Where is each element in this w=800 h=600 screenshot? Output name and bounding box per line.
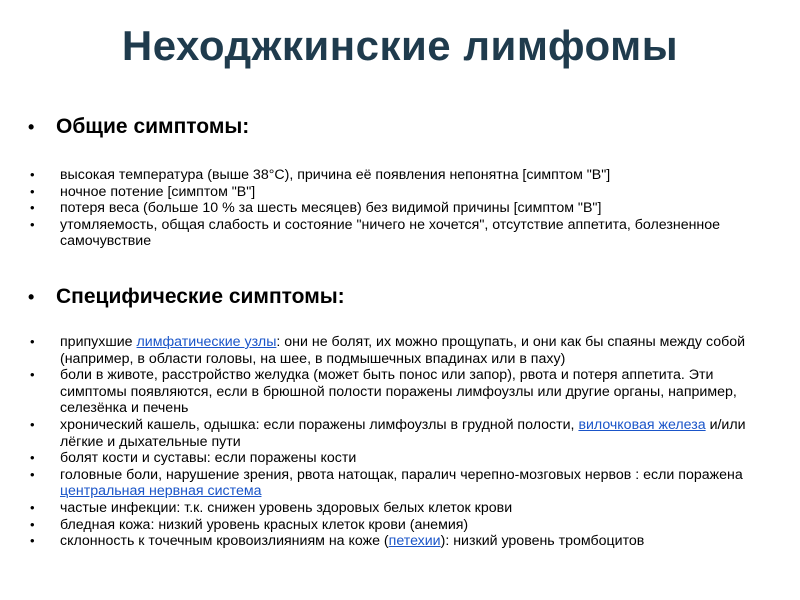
item-text: хронический кашель, одышка: если поражены лимфоузлы в грудной полости, xyxy=(60,416,579,433)
slide-title: Неходжкинские лимфомы xyxy=(121,22,679,69)
item-text: ): низкий уровень тромбоцитов xyxy=(440,533,645,550)
item-text: : они не болят, их можно прощупать, и они как бы спаяны между собой (например, в области головы, на шее, в подмышечных впадинах или в паху) xyxy=(60,334,746,367)
list-item xyxy=(28,533,773,550)
item-text: головные боли, нарушение зрения, рвота натощак, паралич черепно-мозговых нервов : если поражена xyxy=(60,466,743,483)
item-text: припухшие xyxy=(60,334,137,350)
item-text: и/или лёгкие и дыхательные пути xyxy=(60,416,746,450)
list-item: • потеря веса (больше 10 % за шесть месяцев) без видимой причины [симптом "В"] xyxy=(28,200,773,217)
list-item: • боли в животе, расстройство желудка (может быть понос или запор), рвота и потеря аппетита. Эти симптомы появляются, если в брюшной полости поражены лимфоузлы или другие органы, например, селезёнка и печень xyxy=(28,367,773,417)
petechiae-link[interactable]: петехии xyxy=(388,533,441,550)
list-item: • бледная кожа: низкий уровень красных клеток крови (анемия) xyxy=(28,517,773,534)
list-item xyxy=(28,334,773,367)
general-symptoms-heading-text: Общие симптомы: xyxy=(56,115,250,138)
lymph-nodes-link[interactable]: лимфатические узлы xyxy=(136,334,277,350)
heading-bullet: • xyxy=(28,117,35,137)
thymus-link[interactable]: вилочковая железа xyxy=(578,416,706,433)
item-text: склонность к точечным кровоизлияниям на коже ( xyxy=(60,533,389,550)
cns-link[interactable]: центральная нервная система xyxy=(60,483,262,500)
specific-symptoms-list xyxy=(28,334,773,550)
heading-bullet: • xyxy=(28,287,35,307)
list-item xyxy=(28,417,773,450)
list-item: • болят кости и суставы: если поражены кости xyxy=(28,450,773,467)
list-item: • частые инфекции: т.к. снижен уровень здоровых белых клеток крови xyxy=(28,500,773,517)
list-item: • ночное потение [симптом "В"] xyxy=(28,184,773,201)
list-item: • высокая температура (выше 38°C), причина её появления непонятна [симптом "В"] xyxy=(28,167,773,184)
list-item: • утомляемость, общая слабость и состояние "ничего не хочется", отсутствие аппетита, болезненное самочувствие xyxy=(28,217,773,250)
specific-symptoms-heading-text: Специфические симптомы: xyxy=(56,285,345,308)
specific-symptoms-heading xyxy=(28,285,345,309)
general-symptoms-list xyxy=(28,167,773,250)
list-item xyxy=(28,467,773,500)
general-symptoms-heading xyxy=(28,115,249,139)
